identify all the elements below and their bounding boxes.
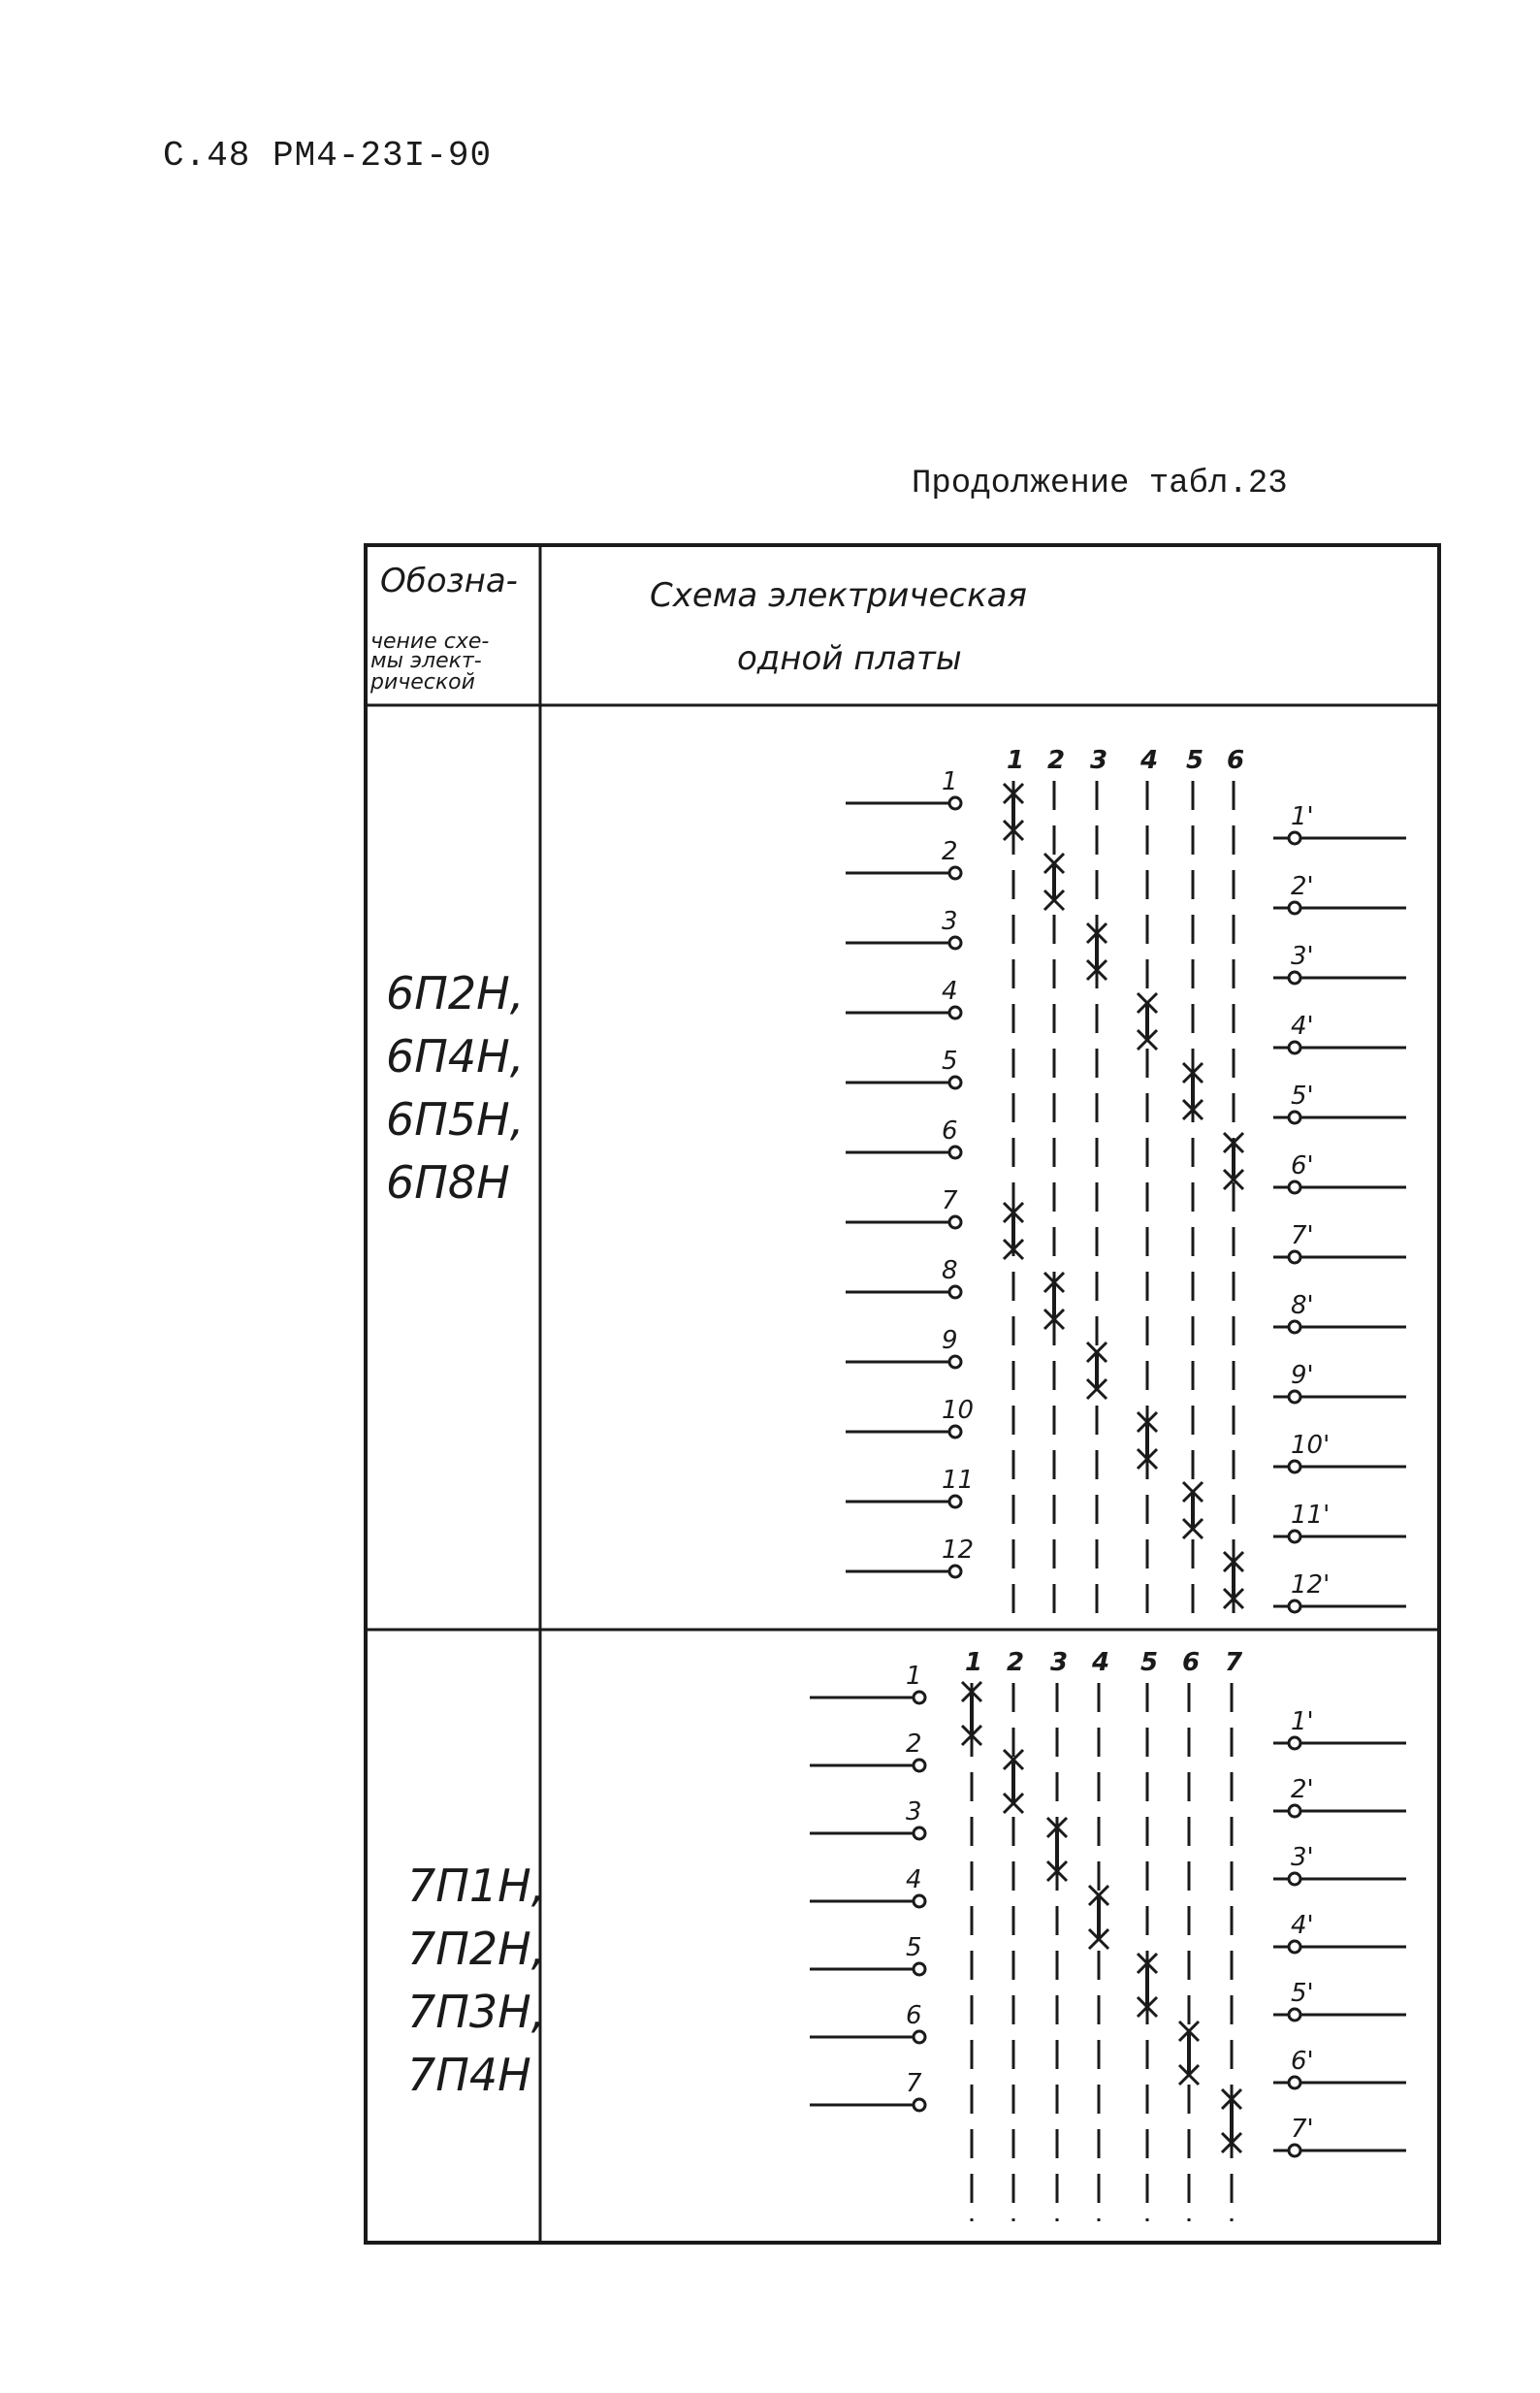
column-number: 2 (1007, 1648, 1025, 1677)
left-pin-label: 6 (906, 2001, 922, 2030)
right-pin-label: 12' (1291, 1570, 1331, 1600)
right-pin-terminal (1289, 1251, 1300, 1263)
right-pin-terminal (1289, 1873, 1300, 1885)
left-pin-label: 3 (942, 907, 958, 936)
col1-header-line: Обозна- (380, 562, 518, 600)
left-pin-label: 7 (942, 1186, 958, 1215)
column-number: 3 (1050, 1648, 1069, 1677)
designation: 6П8Н (386, 1156, 510, 1209)
column-number: 5 (1140, 1648, 1159, 1677)
left-pin-label: 4 (942, 977, 958, 1006)
left-pin-terminal (949, 1496, 961, 1507)
designation: 7П1Н, (407, 1859, 546, 1912)
right-pin-label: 2' (1291, 1775, 1314, 1804)
col1-header-line: мы элект- (370, 649, 482, 673)
right-pin-terminal (1289, 1461, 1300, 1472)
right-pin-terminal (1289, 902, 1300, 914)
row1-designations (386, 967, 524, 1209)
designation: 7П4Н (407, 2049, 531, 2101)
right-pin-label: 9' (1291, 1361, 1314, 1390)
right-pin-terminal (1289, 1181, 1300, 1193)
left-pin-label: 9 (942, 1326, 958, 1355)
left-pin-terminal (949, 1426, 961, 1438)
left-pin-label: 8 (942, 1256, 958, 1285)
table-caption: Продолжение табл.23 (912, 466, 1288, 502)
right-pin-label: 5' (1291, 1082, 1314, 1111)
scheme-diagram-7p (810, 1648, 1406, 2221)
left-pin-terminal (949, 867, 961, 879)
column-number: 5 (1186, 746, 1204, 775)
right-pin-terminal (1289, 1737, 1300, 1749)
right-pin-terminal (1289, 832, 1300, 844)
right-pin-label: 10' (1291, 1431, 1331, 1460)
left-pin-label: 3 (906, 1797, 922, 1827)
col1-header (369, 562, 518, 695)
right-pin-terminal (1289, 1321, 1300, 1333)
left-pin-terminal (914, 2099, 925, 2111)
right-pin-terminal (1289, 2077, 1300, 2088)
left-pin-label: 5 (906, 1933, 922, 1962)
left-pin-terminal (914, 1827, 925, 1839)
right-pin-label: 1' (1291, 1707, 1314, 1736)
left-pin-terminal (914, 2031, 925, 2043)
right-pin-label: 11' (1291, 1501, 1331, 1530)
right-pin-terminal (1289, 1391, 1300, 1403)
left-pin-label: 5 (942, 1047, 958, 1076)
designation: 6П4Н, (386, 1030, 525, 1083)
left-pin-terminal (949, 937, 961, 949)
left-pin-terminal (949, 1216, 961, 1228)
left-pin-label: 12 (942, 1536, 975, 1565)
left-pin-label: 1 (942, 767, 958, 796)
column-number: 6 (1182, 1648, 1201, 1677)
col2-header (650, 576, 1027, 678)
left-pin-label: 6 (942, 1116, 958, 1146)
left-pin-label: 2 (906, 1730, 922, 1759)
left-pin-terminal (914, 1963, 925, 1975)
page-header-code: С.48 РМ4-23I-90 (163, 136, 493, 176)
right-pin-label: 2' (1291, 872, 1314, 901)
left-pin-terminal (949, 1077, 961, 1088)
right-pin-terminal (1289, 1601, 1300, 1612)
column-number: 1 (1007, 746, 1025, 775)
column-number: 2 (1047, 746, 1066, 775)
left-pin-terminal (949, 1566, 961, 1577)
right-pin-terminal (1289, 1042, 1300, 1053)
left-pin-terminal (949, 1147, 961, 1158)
column-number: 3 (1090, 746, 1108, 775)
col1-header-line: рической (370, 670, 475, 695)
right-pin-terminal (1289, 1531, 1300, 1542)
right-pin-label: 1' (1291, 802, 1314, 831)
left-pin-terminal (949, 1286, 961, 1298)
right-pin-label: 4' (1291, 1012, 1314, 1041)
left-pin-terminal (914, 1760, 925, 1771)
left-pin-terminal (949, 1007, 961, 1019)
left-pin-label: 1 (906, 1662, 922, 1691)
right-pin-label: 5' (1291, 1979, 1314, 2008)
column-number: 4 (1092, 1648, 1110, 1677)
right-pin-terminal (1289, 2145, 1300, 2156)
column-number: 1 (965, 1648, 983, 1677)
right-pin-label: 6' (1291, 1151, 1314, 1180)
col1-header-line: чение схе- (370, 630, 490, 654)
right-pin-label: 8' (1291, 1291, 1314, 1320)
designation: 7П3Н, (407, 1986, 546, 2038)
left-pin-label: 7 (906, 2069, 922, 2098)
right-pin-terminal (1289, 1805, 1300, 1817)
left-pin-label: 11 (942, 1466, 975, 1495)
designation: 7П2Н, (407, 1923, 546, 1975)
right-pin-terminal (1289, 2009, 1300, 2021)
right-pin-label: 7' (1291, 1221, 1314, 1250)
right-pin-label: 7' (1291, 2115, 1314, 2144)
right-pin-terminal (1289, 1112, 1300, 1123)
left-pin-label: 10 (942, 1396, 975, 1425)
right-pin-label: 6' (1291, 2047, 1314, 2076)
right-pin-label: 4' (1291, 1911, 1314, 1940)
scheme-diagram-6p (846, 746, 1406, 1615)
column-number: 6 (1227, 746, 1245, 775)
left-pin-label: 4 (906, 1865, 922, 1894)
col2-header-line: одной платы (737, 639, 962, 678)
right-pin-terminal (1289, 972, 1300, 984)
col2-header-line: Схема электрическая (650, 576, 1027, 615)
left-pin-terminal (949, 1356, 961, 1368)
left-pin-terminal (914, 1692, 925, 1703)
right-pin-terminal (1289, 1941, 1300, 1953)
column-number: 4 (1140, 746, 1159, 775)
left-pin-terminal (914, 1895, 925, 1907)
left-pin-terminal (949, 797, 961, 809)
right-pin-label: 3' (1291, 1843, 1314, 1872)
left-pin-label: 2 (942, 837, 958, 866)
right-pin-label: 3' (1291, 942, 1314, 971)
designation: 6П2Н, (386, 967, 525, 1019)
row2-designations (407, 1859, 545, 2101)
column-number: 7 (1225, 1648, 1243, 1677)
designation: 6П5Н, (386, 1093, 525, 1146)
